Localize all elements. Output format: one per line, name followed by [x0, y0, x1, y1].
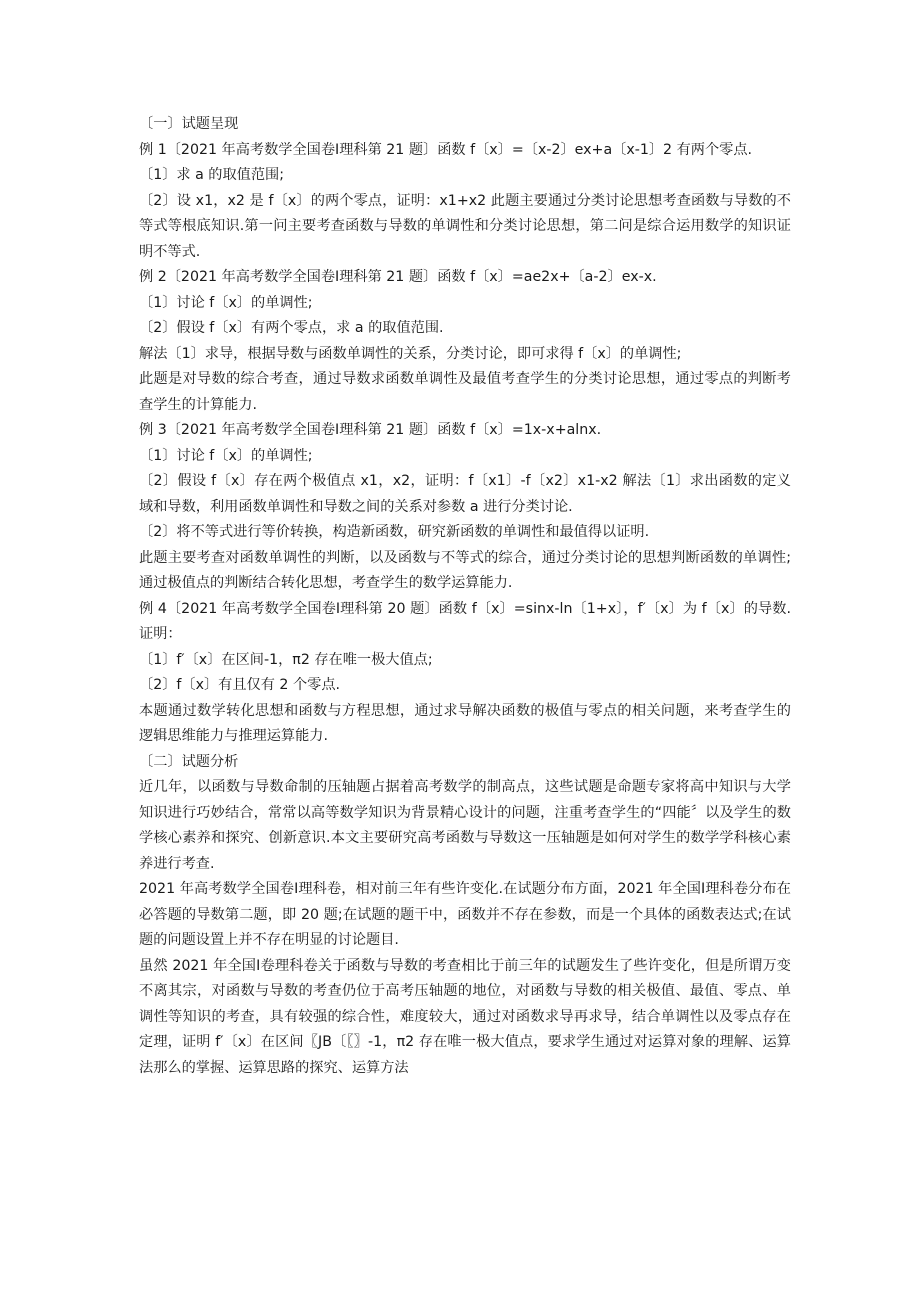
example-1-part-1: 〔1〕求 a 的取值范围;	[139, 167, 285, 183]
example-2-solution: 解法〔1〕求导，根据导数与函数单调性的关系，分类讨论，即可求得 f〔x〕的单调性;	[139, 345, 682, 362]
example-1: 例 1〔2021 年高考数学全国卷Ⅰ理科第 21 题〕函数 f〔x〕=〔x-2〕ex+a〔x-1〕2 有两个零点.	[139, 141, 753, 158]
example-1-part-2: 〔2〕设 x1，x2 是 f〔x〕的两个零点，证明：x1+x2 此题主要通过分类讨论思想考查函数与导数的不等式等根底知识.第一问主要考查函数与导数的单调性和分类讨论思想，第二问是综合运用数学的知识证明不等式.	[139, 192, 791, 260]
section-heading-1: 〔一〕试题呈现	[139, 116, 239, 132]
example-4: 例 4〔2021 年高考数学全国卷Ⅰ理科第 20 题〕函数 f〔x〕=sinx-ln〔1+x〕，f′〔x〕为 f〔x〕的导数.证明：	[139, 600, 791, 642]
example-3-part-1: 〔1〕讨论 f〔x〕的单调性;	[139, 447, 313, 464]
example-2-part-2: 〔2〕假设 f〔x〕有两个零点，求 a 的取值范围.	[139, 320, 444, 336]
example-2-part-1: 〔1〕讨论 f〔x〕的单调性;	[139, 294, 313, 311]
example-2: 例 2〔2021 年高考数学全国卷Ⅰ理科第 21 题〕函数 f〔x〕=ae2x+〔a-2〕ex-x.	[139, 269, 657, 285]
example-3: 例 3〔2021 年高考数学全国卷Ⅰ理科第 21 题〕函数 f〔x〕=1x-x+alnx.	[139, 422, 602, 438]
document-body	[139, 112, 791, 1081]
section-heading-2: 〔二〕试题分析	[139, 753, 239, 770]
example-3-comment: 此题主要考查对函数单调性的判断，以及函数与不等式的综合，通过分类讨论的思想判断函数的单调性;通过极值点的判断结合转化思想，考查学生的数学运算能力.	[139, 549, 791, 591]
analysis-paragraph-3: 虽然 2021 年全国Ⅰ卷理科卷关于函数与导数的考查相比于前三年的试题发生了些许变化，但是所谓万变不离其宗，对函数与导数的考查仍位于高考压轴题的地位，对函数与导数的相关极值、最值、零点、单调性等知识的考查，具有较强的综合性，难度较大，通过对函数求导再求导，结合单调性以及零点存在定理，证明 f′〔x〕在区间〖JB〔〖〗-1，π2 存在唯一极大值点，要求学生通过对运算对象的理解、运算法那么的掌握、运算思路的探究、运算方法	[139, 957, 791, 1076]
example-4-part-1: 〔1〕f′〔x〕在区间-1，π2 存在唯一极大值点;	[139, 651, 433, 668]
example-3-solution-2: 〔2〕将不等式进行等价转换，构造新函数，研究新函数的单调性和最值得以证明.	[139, 524, 650, 540]
example-3-part-2: 〔2〕假设 f〔x〕存在两个极值点 x1，x2，证明：f〔x1〕-f〔x2〕x1-x2 解法〔1〕求出函数的定义域和导数，利用函数单调性和导数之间的关系对参数 a 进行分类讨论.	[139, 473, 791, 515]
example-4-part-2: 〔2〕f〔x〕有且仅有 2 个零点.	[139, 677, 341, 693]
analysis-paragraph-1: 近几年，以函数与导数命制的压轴题占据着高考数学的制高点，这些试题是命题专家将高中知识与大学知识进行巧妙结合，常常以高等数学知识为背景精心设计的问题，注重考查学生的“四能〞以及学生的数学核心素养和探究、创新意识.本文主要研究高考函数与导数这一压轴题是如何对学生的数学学科核心素养进行考查.	[139, 779, 791, 872]
example-4-comment: 本题通过数学转化思想和函数与方程思想，通过求导解决函数的极值与零点的相关问题，来考查学生的逻辑思维能力与推理运算能力.	[139, 702, 791, 744]
example-2-comment: 此题是对导数的综合考查，通过导数求函数单调性及最值考查学生的分类讨论思想，通过零点的判断考查学生的计算能力.	[139, 371, 791, 413]
analysis-paragraph-2: 2021 年高考数学全国卷Ⅰ理科卷，相对前三年有些许变化.在试题分布方面，2021 年全国Ⅰ理科卷分布在必答题的导数第二题，即 20 题;在试题的题干中，函数并不存在参数，而是一个具体的函数表达式;在试题的问题设置上并不存在明显的讨论题目.	[139, 881, 791, 948]
